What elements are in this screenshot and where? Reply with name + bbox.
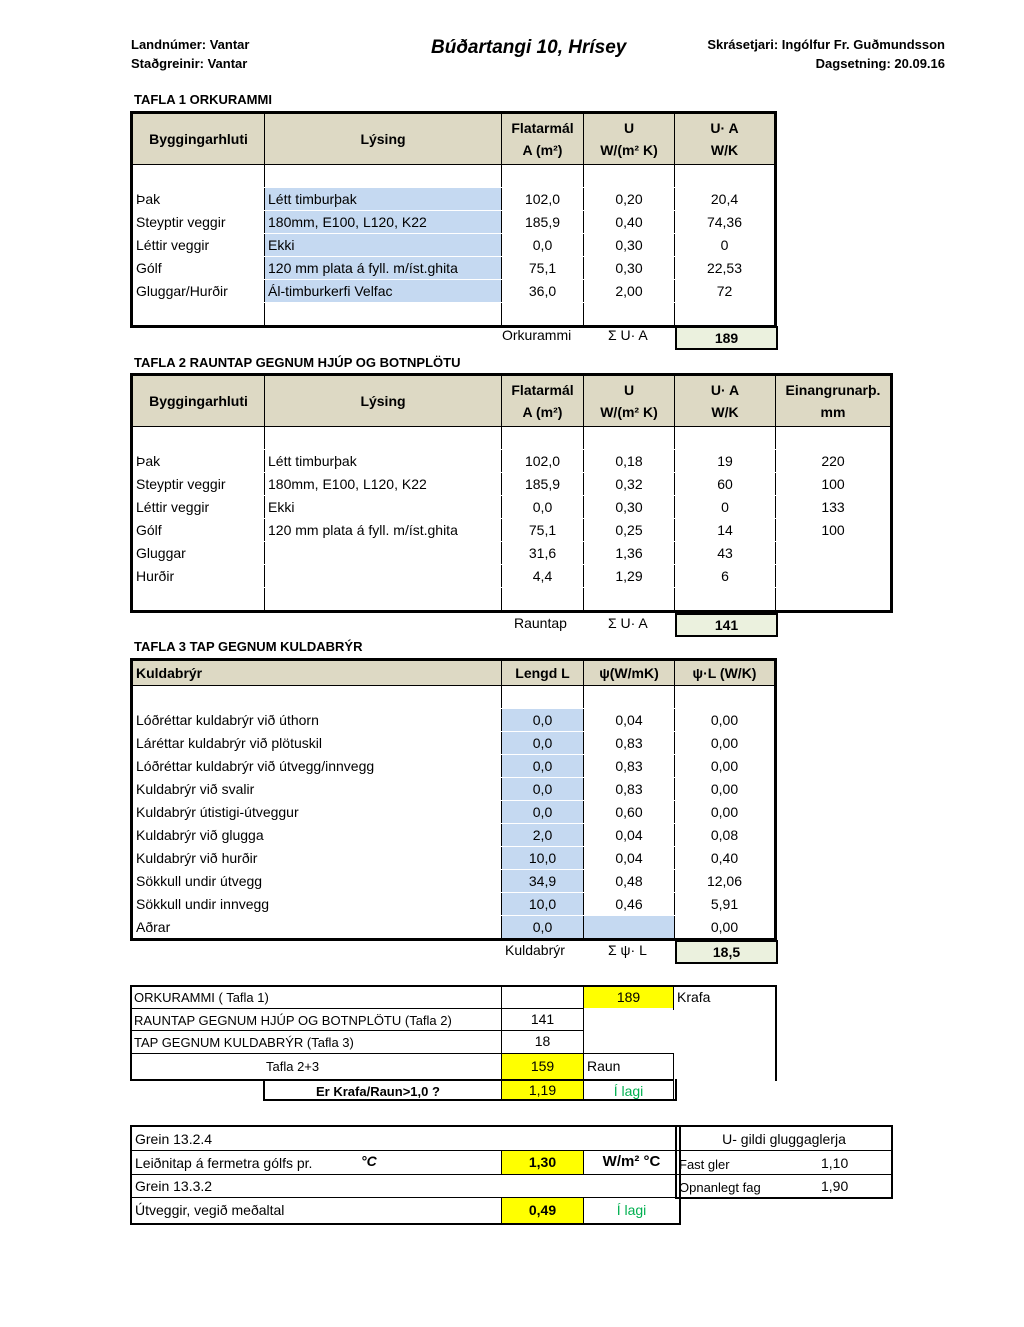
- grein-1-unit: W/m² °C: [602, 1153, 661, 1170]
- cell: 1,29: [584, 565, 675, 588]
- cell: 60: [675, 473, 776, 496]
- table-row: [132, 234, 776, 257]
- cell: 0,04: [584, 709, 675, 732]
- greinar-block: [130, 1125, 681, 1225]
- cell: 185,9: [502, 211, 584, 234]
- table-row: [132, 870, 776, 893]
- cell: 0,0: [502, 732, 584, 755]
- cell: 74,36: [675, 211, 776, 234]
- table-row: [132, 257, 776, 280]
- grein-2-status: Í lagi: [616, 1202, 647, 1218]
- table-row: [132, 732, 776, 755]
- t1-sum-symbol: Σ U· A: [608, 327, 648, 343]
- table-row: [132, 893, 776, 916]
- t3-sum-symbol: Σ ψ· L: [608, 942, 647, 958]
- cell: Léttir veggir: [132, 234, 265, 257]
- cell: 0,83: [584, 778, 675, 801]
- cell: Létt timburþak: [265, 450, 502, 473]
- cell: Gólf: [132, 519, 265, 542]
- table-row: [132, 755, 776, 778]
- cell: 0,30: [584, 234, 675, 257]
- cell: [584, 916, 675, 940]
- cell: 0,60: [584, 801, 675, 824]
- cell: Lóðréttar kuldabrýr við úthorn: [132, 709, 502, 732]
- cell: 0: [675, 496, 776, 519]
- grein-1-title: Grein 13.2.4: [135, 1131, 213, 1147]
- summary-block: [130, 985, 777, 1106]
- table-row: [132, 542, 892, 565]
- t3-sum-label: Kuldabrýr: [505, 942, 565, 958]
- cell: Steyptir veggir: [132, 211, 265, 234]
- table-row: [132, 847, 776, 870]
- cell: Ekki: [265, 496, 502, 519]
- table-row: [132, 450, 892, 473]
- t3-col-psil: ψ·L (W/K): [675, 660, 776, 686]
- cell: Létt timburþak: [265, 188, 502, 211]
- grein-2-label: Útveggir, vegið meðaltal: [135, 1202, 285, 1218]
- cell: 0,30: [584, 257, 675, 280]
- t2-sum-symbol: Σ U· A: [608, 615, 648, 631]
- cell: 0,46: [584, 893, 675, 916]
- summary-krafa: Krafa: [677, 989, 711, 1005]
- cell: 100: [776, 519, 892, 542]
- cell: 180mm, E100, L120, K22: [265, 211, 502, 234]
- cell: 19: [675, 450, 776, 473]
- cell: 5,91: [675, 893, 776, 916]
- table-row: [132, 686, 776, 709]
- stadgreinir: Staðgreinir: Vantar: [131, 56, 248, 71]
- cell: 0,48: [584, 870, 675, 893]
- cell: 0,0: [502, 755, 584, 778]
- cell: 4,4: [502, 565, 584, 588]
- cell: 0,00: [675, 801, 776, 824]
- table-row: [132, 801, 776, 824]
- cell: 100: [776, 473, 892, 496]
- cell: 0,00: [675, 732, 776, 755]
- t2-col-byggingarhluti: Byggingarhluti: [132, 375, 265, 427]
- cell: 14: [675, 519, 776, 542]
- table1: [130, 111, 777, 328]
- cell: Gólf: [132, 257, 265, 280]
- t1-col-byggingarhluti: Byggingarhluti: [132, 113, 265, 165]
- cell: Kuldabrýr útistigi-útveggur: [132, 801, 502, 824]
- cell: 2,00: [584, 280, 675, 303]
- cell: 2,0: [502, 824, 584, 847]
- table-row: [132, 824, 776, 847]
- cell: 0,00: [675, 755, 776, 778]
- cell: Kuldabrýr við svalir: [132, 778, 502, 801]
- grein-1-unit-c: °C: [361, 1153, 377, 1169]
- u-gildi-r2-value: 1,90: [821, 1178, 849, 1194]
- cell: 0,00: [675, 709, 776, 732]
- cell: Hurðir: [132, 565, 265, 588]
- table-row: [132, 916, 776, 940]
- table3: [130, 658, 777, 941]
- t2-col-area: Flatarmál A (m²): [502, 375, 584, 427]
- cell: 102,0: [502, 188, 584, 211]
- u-gildi-r1-value: 1,10: [821, 1155, 849, 1171]
- landnumer: Landnúmer: Vantar: [131, 37, 250, 52]
- t3-col-lengd: Lengd L: [502, 660, 584, 686]
- page-title: Búðartangi 10, Hrísey: [431, 37, 627, 58]
- summary-raun: Raun: [587, 1058, 621, 1074]
- cell: [265, 542, 502, 565]
- cell: 0,18: [584, 450, 675, 473]
- cell: Sökkull undir útvegg: [132, 870, 502, 893]
- u-gildi-block: [675, 1125, 893, 1199]
- cell: Sökkull undir innvegg: [132, 893, 502, 916]
- table-row: [132, 211, 776, 234]
- cell: 133: [776, 496, 892, 519]
- table-row: [132, 709, 776, 732]
- cell: 31,6: [502, 542, 584, 565]
- grein-2-title: Grein 13.3.2: [135, 1178, 213, 1194]
- grein-1-label: Leiðnitap á fermetra gólfs pr.: [135, 1155, 313, 1171]
- t1-sum-value: 189: [675, 326, 778, 350]
- table-row: [132, 188, 776, 211]
- t2-col-u: U W/(m² K): [584, 375, 675, 427]
- cell: 0,83: [584, 755, 675, 778]
- cell: 220: [776, 450, 892, 473]
- summary-r2-value: 141: [530, 1011, 555, 1027]
- u-gildi-r1-label: Fast gler: [679, 1157, 730, 1172]
- cell: 0,83: [584, 732, 675, 755]
- cell: 0,08: [675, 824, 776, 847]
- cell: [776, 542, 892, 565]
- summary-r3-label: TAP GEGNUM KULDABRÝR (Tafla 3): [134, 1035, 354, 1050]
- cell: 36,0: [502, 280, 584, 303]
- summary-r5-value: 1,19: [502, 1081, 583, 1099]
- summary-r1-label: ORKURAMMI ( Tafla 1): [134, 990, 269, 1005]
- table2: [130, 373, 893, 613]
- cell: 0,0: [502, 496, 584, 519]
- cell: 34,9: [502, 870, 584, 893]
- cell: Lóðréttar kuldabrýr við útvegg/innvegg: [132, 755, 502, 778]
- cell: 20,4: [675, 188, 776, 211]
- t1-col-ua: U· A W/K: [675, 113, 776, 165]
- cell: 0,32: [584, 473, 675, 496]
- cell: Gluggar/Hurðir: [132, 280, 265, 303]
- t1-col-u: U W/(m² K): [584, 113, 675, 165]
- summary-r1-value: 189: [584, 987, 673, 1008]
- table-row: [132, 165, 776, 188]
- cell: 0,0: [502, 709, 584, 732]
- summary-r2-label: RAUNTAP GEGNUM HJÚP OG BOTNPLÖTU (Tafla 2): [134, 1013, 452, 1028]
- cell: Kuldabrýr við glugga: [132, 824, 502, 847]
- table-row: [132, 427, 892, 450]
- t2-sum-label: Rauntap: [514, 615, 567, 631]
- cell: 12,06: [675, 870, 776, 893]
- t1-col-lysing: Lýsing: [265, 113, 502, 165]
- cell: 0,20: [584, 188, 675, 211]
- cell: 0,04: [584, 847, 675, 870]
- cell: 72: [675, 280, 776, 303]
- cell: 0,04: [584, 824, 675, 847]
- t1-col-area: Flatarmál A (m²): [502, 113, 584, 165]
- t2-sum-value: 141: [675, 613, 778, 637]
- cell: 120 mm plata á fyll. m/íst.ghita: [265, 257, 502, 280]
- summary-r5-status: Í lagi: [613, 1083, 644, 1099]
- summary-r3-value: 18: [534, 1033, 551, 1049]
- cell: Þak: [132, 188, 265, 211]
- cell: Ekki: [265, 234, 502, 257]
- cell: [776, 565, 892, 588]
- cell: Aðrar: [132, 916, 502, 940]
- skrasetjari: Skrásetjari: Ingólfur Fr. Guðmundsson: [707, 37, 945, 52]
- summary-r4-value: 159: [502, 1054, 583, 1079]
- t1-sum-label: Orkurammi: [502, 327, 572, 343]
- grein-1-value: 1,30: [502, 1151, 583, 1174]
- summary-r4-label: Tafla 2+3: [266, 1059, 320, 1074]
- grein-2-value: 0,49: [502, 1198, 583, 1223]
- t2-col-lysing: Lýsing: [265, 375, 502, 427]
- t2-col-einangrun: Einangrunarþ. mm: [776, 375, 892, 427]
- cell: 10,0: [502, 893, 584, 916]
- cell: 102,0: [502, 450, 584, 473]
- table-row: [132, 303, 776, 327]
- t3-col-psi: ψ(W/mK): [584, 660, 675, 686]
- cell: Þak: [132, 450, 265, 473]
- cell: Gluggar: [132, 542, 265, 565]
- cell: 0,0: [502, 234, 584, 257]
- t3-sum-value: 18,5: [675, 940, 778, 964]
- cell: [265, 565, 502, 588]
- t3-col-kuldabryr: Kuldabrýr: [132, 660, 502, 686]
- cell: 10,0: [502, 847, 584, 870]
- table1-caption: TAFLA 1 ORKURAMMI: [134, 92, 272, 107]
- table3-caption: TAFLA 3 TAP GEGNUM KULDABRÝR: [134, 639, 363, 654]
- cell: Kuldabrýr við hurðir: [132, 847, 502, 870]
- table-row: [132, 496, 892, 519]
- table-row: [132, 588, 892, 612]
- cell: 75,1: [502, 257, 584, 280]
- cell: 43: [675, 542, 776, 565]
- cell: 0,40: [584, 211, 675, 234]
- table2-caption: TAFLA 2 RAUNTAP GEGNUM HJÚP OG BOTNPLÖTU: [134, 355, 461, 370]
- u-gildi-r2-label: Opnanlegt fag: [679, 1180, 761, 1195]
- cell: 0,0: [502, 801, 584, 824]
- cell: 0,40: [675, 847, 776, 870]
- cell: Léttir veggir: [132, 496, 265, 519]
- table-row: [132, 565, 892, 588]
- dagsetning: Dagsetning: 20.09.16: [815, 56, 945, 71]
- cell: 0,0: [502, 916, 584, 940]
- u-gildi-title: U- gildi gluggaglerja: [722, 1131, 846, 1147]
- table-row: [132, 519, 892, 542]
- table-row: [132, 473, 892, 496]
- table-row: [132, 778, 776, 801]
- cell: Steyptir veggir: [132, 473, 265, 496]
- cell: 0,00: [675, 916, 776, 940]
- cell: 0,0: [502, 778, 584, 801]
- cell: 180mm, E100, L120, K22: [265, 473, 502, 496]
- cell: 0: [675, 234, 776, 257]
- table-row: [132, 280, 776, 303]
- cell: 1,36: [584, 542, 675, 565]
- cell: 0,25: [584, 519, 675, 542]
- cell: 120 mm plata á fyll. m/íst.ghita: [265, 519, 502, 542]
- cell: 185,9: [502, 473, 584, 496]
- t2-col-ua: U· A W/K: [675, 375, 776, 427]
- cell: Láréttar kuldabrýr við plötuskil: [132, 732, 502, 755]
- summary-r5-label: Er Krafa/Raun>1,0 ?: [316, 1084, 440, 1099]
- cell: 0,30: [584, 496, 675, 519]
- cell: 6: [675, 565, 776, 588]
- cell: 22,53: [675, 257, 776, 280]
- cell: 75,1: [502, 519, 584, 542]
- cell: 0,00: [675, 778, 776, 801]
- cell: Ál-timburkerfi Velfac: [265, 280, 502, 303]
